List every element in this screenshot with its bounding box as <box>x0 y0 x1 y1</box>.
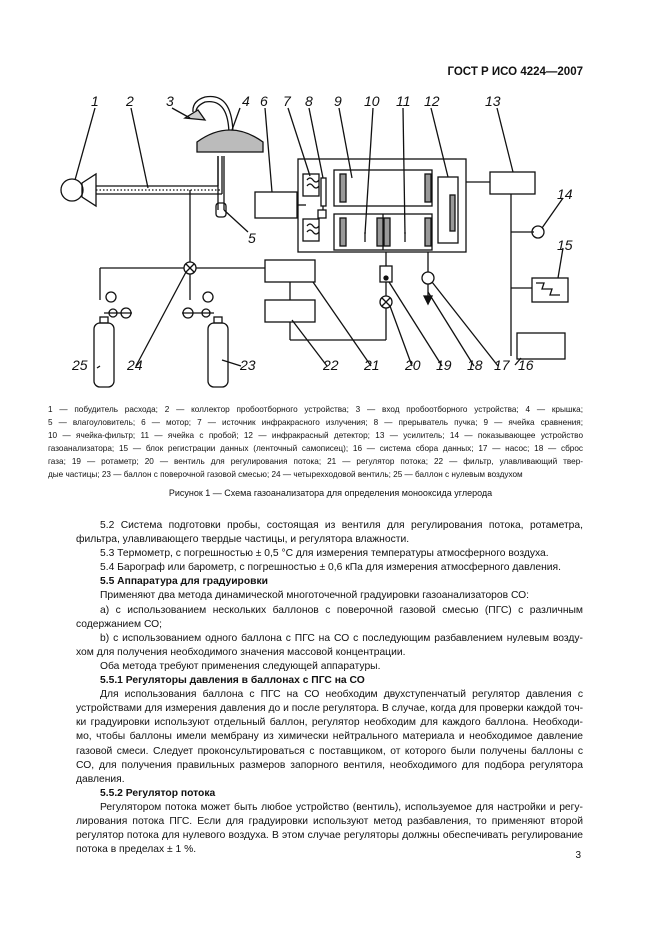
legend-line: газоанализатора; 15 — блок регистрации данных (ленточный самописец); 16 — система сбора данных; 17 — насос; 18 — сброс <box>48 444 583 453</box>
paragraph-5-5-1: Для использования баллона с ПГС на СО необходим двухступенчатый регулятор давления с <box>100 689 583 701</box>
document-header: ГОСТ Р ИСО 4224—2007 <box>447 66 583 78</box>
paragraph-5-5-2-line: потока в пределах ± 1 %. <box>76 844 197 856</box>
gas-analyzer-diagram <box>0 0 661 400</box>
figure-number-labels <box>71 93 573 373</box>
paragraph-5-5-1-line: ки градуировки используют отдельный баллон, регулятор необходим для каждого баллона. Необходи- <box>76 717 583 729</box>
legend-line: 1 — побудитель расхода; 2 — коллектор пробоотборного устройства; 3 — вход пробоотборного устройства; 4 — крышка; <box>48 405 583 414</box>
heading-5-5-2: 5.5.2 Регулятор потока <box>100 787 216 799</box>
figure-caption: Рисунок 1 — Схема газоанализатора для определения монооксида углерода <box>168 488 493 498</box>
paragraph-5-5-2-line: лирования потока ПГС. Если для градуировки используют метод разбавления, то применяют второй <box>76 815 583 827</box>
label-24: 24 <box>127 357 143 373</box>
label-18: 18 <box>467 357 483 373</box>
paragraph-5-2: 5.2 Система подготовки пробы, состоящая из вентиля для регулирования потока, ротаметра, <box>100 520 583 531</box>
label-14: 14 <box>557 186 573 202</box>
paragraph-5-5-1-line: давления. <box>76 773 125 785</box>
paragraph-5-5-1-line: устройствами для измерения давления до и после регулятора. В случае, когда для проверки каждой точ- <box>76 703 583 715</box>
label-12: 12 <box>424 93 440 109</box>
paragraph-5-4: 5.4 Барограф или барометр, с погрешностью ± 0,6 кПа для измерения атмосферного давления. <box>100 562 561 574</box>
paragraph-5-3: 5.3 Термометр, с погрешностью ± 0,5 °С для измерения температуры атмосферного воздуха. <box>100 548 549 560</box>
label-19: 19 <box>436 357 452 373</box>
label-2: 2 <box>126 93 134 109</box>
paragraph-5-5-2: Регулятором потока может быть любое устройство (вентиль), используемое для настройки и регу- <box>100 801 583 813</box>
heading-5-5-1: 5.5.1 Регуляторы давления в баллонах с ПГС на СО <box>100 675 365 687</box>
label-21: 21 <box>364 357 380 373</box>
label-5: 5 <box>248 230 256 246</box>
paragraph-method-a: a) с использованием нескольких баллонов с поверочной газовой смесью (ПГС) с различным <box>100 604 583 616</box>
label-1: 1 <box>91 93 99 109</box>
label-9: 9 <box>334 93 342 109</box>
paragraph-methods: Применяют два метода динамической многоточечной градуировки газоанализаторов СО: <box>100 590 530 602</box>
legend-line: газа; 19 — ротаметр; 20 — вентиль для регулирования потока; 21 — регулятор потока; 22 — фильтр, улавливающий твер- <box>48 457 583 466</box>
legend-line: дые частицы; 23 — баллон с поверочной газовой смесью; 24 — четырехходовой вентиль; 25 — баллон с нулевым воздухом <box>48 470 523 479</box>
figure-legend <box>48 403 583 481</box>
label-13: 13 <box>485 93 501 109</box>
paragraph-5-2-cont: фильтра, улавливающего твердые частицы, и регулятора влажности. <box>76 534 410 546</box>
label-3: 3 <box>166 93 174 109</box>
paragraph-5-5-1-line: газовой смеси. Следует проконсультироваться с поставщиком, от которого были получены баллоны с <box>76 745 583 757</box>
paragraph-5-5-1-line: мо, чтобы баллоны имели мембрану из химически нейтрального материала и необходимое давление <box>76 731 583 743</box>
label-17: 17 <box>494 357 510 373</box>
heading-5-5: 5.5 Аппаратура для градуировки <box>100 576 268 588</box>
paragraph-5-5-2-line: регулятор потока для нулевого воздуха. В этом случае регуляторы должны обеспечивать регулирование <box>76 830 583 842</box>
legend-line: 10 — ячейка-фильтр; 11 — ячейка с пробой; 12 — инфракрасный детектор; 13 — усилитель; 14 — показывающее устройство <box>48 431 583 440</box>
label-15: 15 <box>557 237 573 253</box>
label-8: 8 <box>305 93 313 109</box>
label-4: 4 <box>242 93 250 109</box>
paragraph-method-b: b) с использованием одного баллона с ПГС на СО с последующим разбавлением нулевым возду- <box>100 632 583 644</box>
paragraph-both-methods: Оба метода требуют применения следующей аппаратуры. <box>100 660 381 672</box>
label-11: 11 <box>396 93 411 109</box>
paragraph-5-5-1-line: СО, для получения правильных размеров запорного вентиля, необходимого для подбора регулятора <box>76 759 583 771</box>
label-16: 16 <box>518 357 534 373</box>
label-22: 22 <box>323 357 339 373</box>
paragraph-method-b-cont: хом для получения необходимого значения массовой концентрации. <box>76 646 406 658</box>
label-23: 23 <box>240 357 256 373</box>
label-20: 20 <box>405 357 421 373</box>
label-25: 25 <box>72 357 88 373</box>
page-number: 3 <box>575 850 581 861</box>
legend-line: 5 — влагоуловитель; 6 — мотор; 7 — источник инфракрасного излучения; 8 — прерыватель пучка; 9 — ячейка сравнения; <box>48 418 583 427</box>
body-text <box>76 519 583 857</box>
label-10: 10 <box>364 93 380 109</box>
paragraph-method-a-cont: содержанием СО; <box>76 618 163 630</box>
label-6: 6 <box>260 93 268 109</box>
label-7: 7 <box>283 93 291 109</box>
